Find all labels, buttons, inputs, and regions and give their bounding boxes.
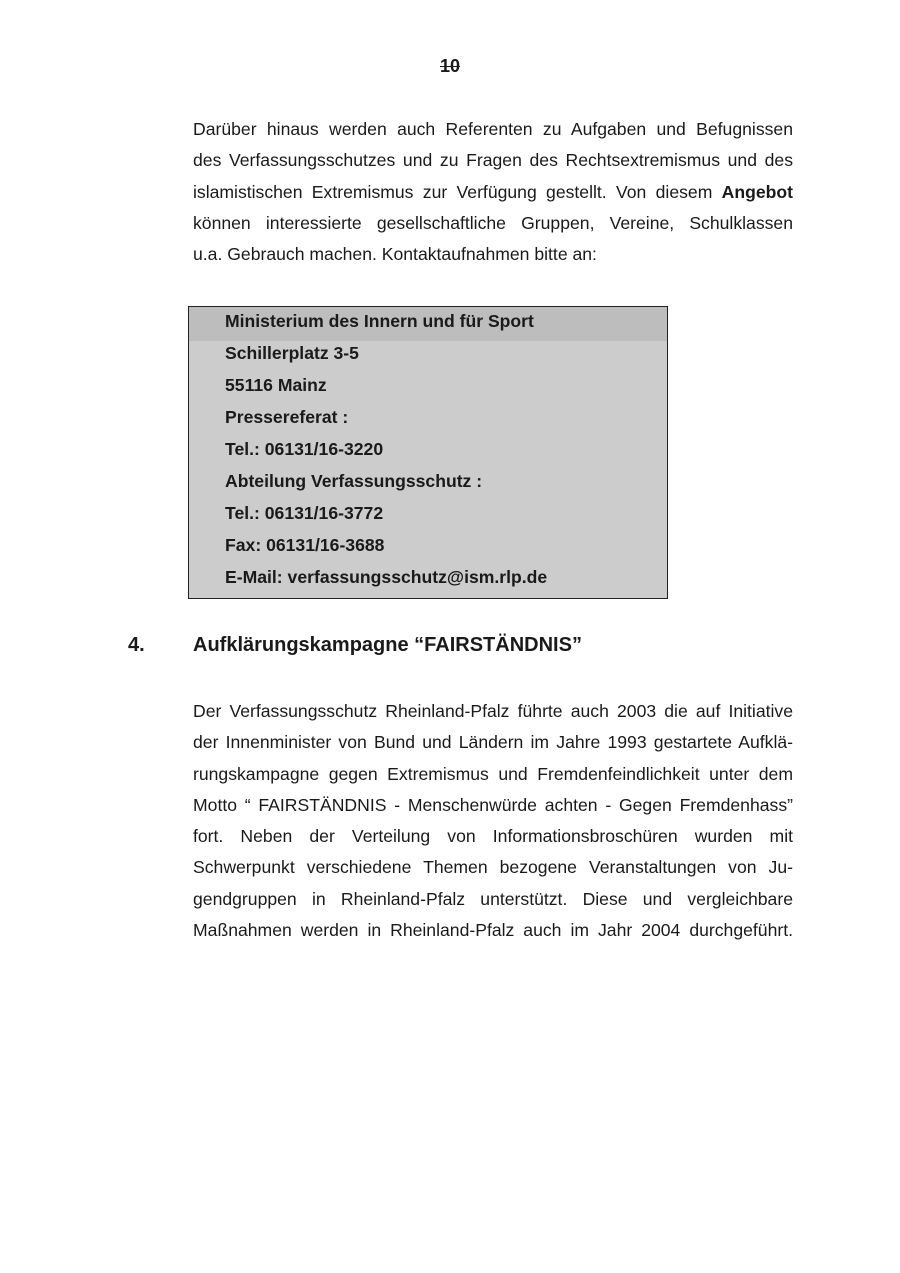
contact-city: 55116 Mainz: [225, 375, 327, 395]
contact-press-phone: Tel.: 06131/16-3220: [225, 439, 384, 459]
intro-line: Darüber hinaus werden auch Referenten zu Aufgaben und Befugnissen: [193, 119, 793, 139]
body-line: Der Verfassungsschutz Rheinland-Pfalz führte auch 2003 die auf Initiative: [193, 701, 793, 721]
intro-line: u.a. Gebrauch machen. Kontaktaufnahmen bitte an:: [193, 244, 597, 265]
body-line: Schwerpunkt verschiedene Themen bezogene Veranstaltungen von Ju-: [193, 857, 793, 878]
section-number: 4.: [128, 634, 145, 656]
contact-department-phone: Tel.: 06131/16-3772: [225, 503, 384, 523]
contact-box: [188, 306, 668, 599]
intro-paragraph: [193, 114, 793, 270]
page-number: 10: [439, 56, 461, 76]
body-line: Motto “ FAIRSTÄNDNIS - Menschenwürde achten - Gegen Fremdenhass”: [193, 794, 793, 815]
body-line: fort. Neben der Verteilung von Informationsbroschüren wurden mit: [193, 826, 793, 847]
intro-line: können interessierte gesellschaftliche Gruppen, Vereine, Schulklassen: [193, 212, 793, 233]
contact-email: E-Mail: verfassungsschutz@ism.rlp.de: [225, 567, 548, 587]
body-line: rungskampagne gegen Extremismus und Fremdenfeindlichkeit unter dem: [193, 763, 793, 784]
body-paragraph: [193, 696, 793, 946]
bold-keyword: Angebot: [721, 181, 793, 202]
contact-list: [225, 307, 547, 595]
section-title: Aufklärungskampagne “FAIRSTÄNDNIS”: [193, 634, 582, 656]
body-line: Maßnahmen werden in Rheinland-Pfalz auch im Jahr 2004 durchgeführt.: [193, 920, 793, 941]
contact-organization: Ministerium des Innern und für Sport: [225, 311, 534, 331]
section-heading: [0, 630, 900, 660]
body-line: der Innenminister von Bund und Ländern im Jahre 1993 gestartete Aufklä-: [193, 732, 793, 753]
body-line: gendgruppen in Rheinland-Pfalz unterstützt. Diese und vergleichbare: [193, 888, 793, 909]
contact-fax: Fax: 06131/16-3688: [225, 535, 385, 555]
contact-street: Schillerplatz 3-5: [225, 343, 359, 363]
contact-press-label: Pressereferat :: [225, 407, 349, 427]
intro-line-text: islamistischen Extremismus zur Verfügung gestellt. Von diesem: [193, 181, 713, 202]
contact-department-label: Abteilung Verfassungsschutz :: [225, 471, 483, 491]
intro-line: des Verfassungsschutzes und zu Fragen des Rechtsextremismus und des: [193, 150, 793, 171]
intro-line-with-bold: [193, 177, 793, 208]
